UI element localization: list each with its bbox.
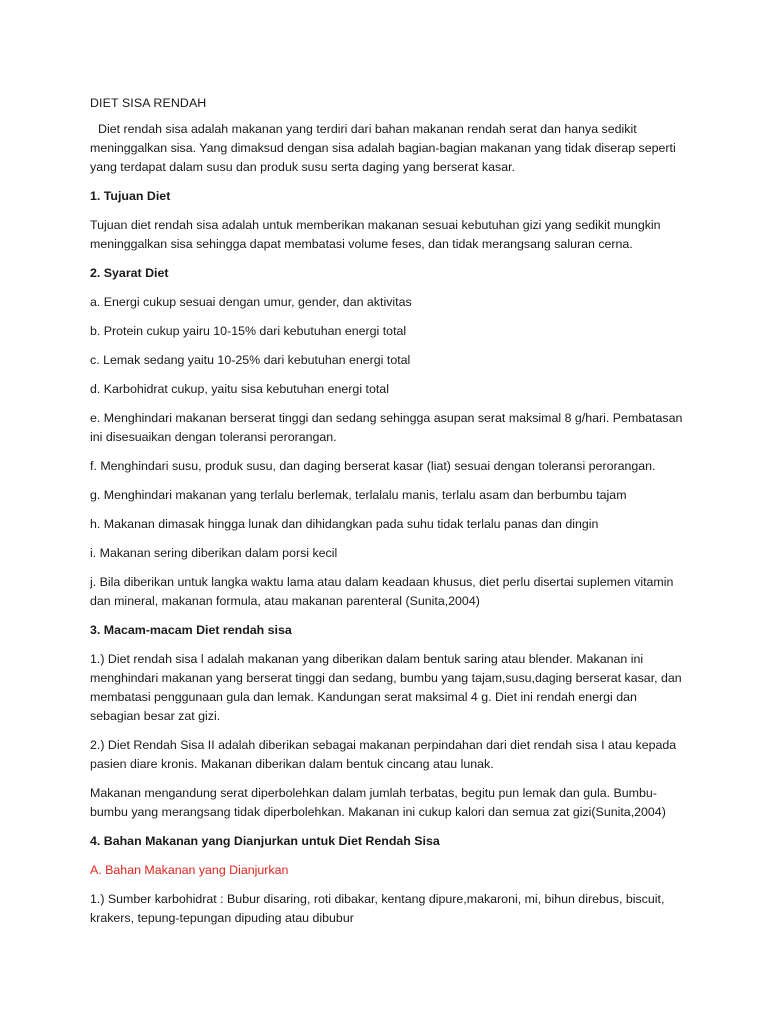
requirement-item-c: c. Lemak sedang yaitu 10-25% dari kebutuhan energi total — [90, 353, 411, 367]
section-1-text: Tujuan diet rendah sisa adalah untuk memberikan makanan sesuai kebutuhan gizi yang sedikit mungkin meninggalkan sisa sehingga dapat membatasi volume feses, dan tidak merangsang saluran cerna. — [90, 218, 661, 251]
document-title: DIET SISA RENDAH — [90, 96, 207, 110]
requirement-item-a: a. Energi cukup sesuai dengan umur, gender, dan aktivitas — [90, 295, 412, 309]
section-4-heading: 4. Bahan Makanan yang Dianjurkan untuk Diet Rendah Sisa — [90, 834, 440, 848]
section-1-heading: 1. Tujuan Diet — [90, 189, 171, 203]
requirement-item-d: d. Karbohidrat cukup, yaitu sisa kebutuhan energi total — [90, 382, 389, 396]
requirement-item-g: g. Menghindari makanan yang terlalu berlemak, terlalalu manis, terlalu asam dan berbumbu tajam — [90, 488, 627, 502]
requirement-item-f: f. Menghindari susu, produk susu, dan daging berserat kasar (liat) sesuai dengan toleransi perorangan. — [90, 459, 656, 473]
diet-type-2-note: Makanan mengandung serat diperbolehkan dalam jumlah terbatas, begitu pun lemak dan gula. Bumbu-bumbu yang merangsang tidak diperbolehkan. Makanan ini cukup kalori dan semua zat gizi(Sunita,2004) — [90, 786, 666, 819]
diet-type-2-paragraph: 2.) Diet Rendah Sisa II adalah diberikan sebagai makanan perpindahan dari diet rendah sisa I atau kepada pasien diare kronis. Makanan diberikan dalam bentuk cincang atau lunak. — [90, 738, 677, 771]
section-3-heading: 3. Macam-macam Diet rendah sisa — [90, 623, 292, 637]
section-4-subheading: A. Bahan Makanan yang Dianjurkan — [90, 863, 289, 877]
requirement-item-i: i. Makanan sering diberikan dalam porsi kecil — [90, 546, 338, 560]
diet-type-1-paragraph: 1.) Diet rendah sisa l adalah makanan yang diberikan dalam bentuk saring atau blender. Makanan ini menghindari makanan yang berserat tinggi dan sedang, bumbu yang tajam,susu,daging berserat kasar, dan membatasi penggunaan gula dan lemak. Kandungan serat maksimal 4 g. Diet ini rendah energi dan sebagian besar zat gizi. — [90, 652, 682, 723]
section-2-heading: 2. Syarat Diet — [90, 266, 169, 280]
requirement-item-h: h. Makanan dimasak hingga lunak dan dihidangkan pada suhu tidak terlalu panas dan dingin — [90, 517, 599, 531]
requirement-item-e: e. Menghindari makanan berserat tinggi dan sedang sehingga asupan serat maksimal 8 g/hari. Pembatasan ini disesuaikan dengan toleransi perorangan. — [90, 411, 683, 444]
requirement-item-j: j. Bila diberikan untuk langka waktu lama atau dalam keadaan khusus, diet perlu disertai suplemen vitamin dan mineral, makanan formula, atau makanan parenteral (Sunita,2004) — [90, 575, 674, 608]
carbohydrate-source-paragraph: 1.) Sumber karbohidrat : Bubur disaring, roti dibakar, kentang dipure,makaroni, mi, bihun direbus, biscuit, krakers, tepung-tepungan dipuding atau dibubur — [90, 892, 665, 925]
requirement-item-b: b. Protein cukup yairu 10-15% dari kebutuhan energi total — [90, 324, 407, 338]
intro-paragraph: Diet rendah sisa adalah makanan yang terdiri dari bahan makanan rendah serat dan hanya sedikit meninggalkan sisa. Yang dimaksud dengan sisa adalah bagian-bagian makanan yang tidak diserap seperti yang terdapat dalam susu dan produk susu serta daging yang berserat kasar. — [90, 122, 676, 174]
